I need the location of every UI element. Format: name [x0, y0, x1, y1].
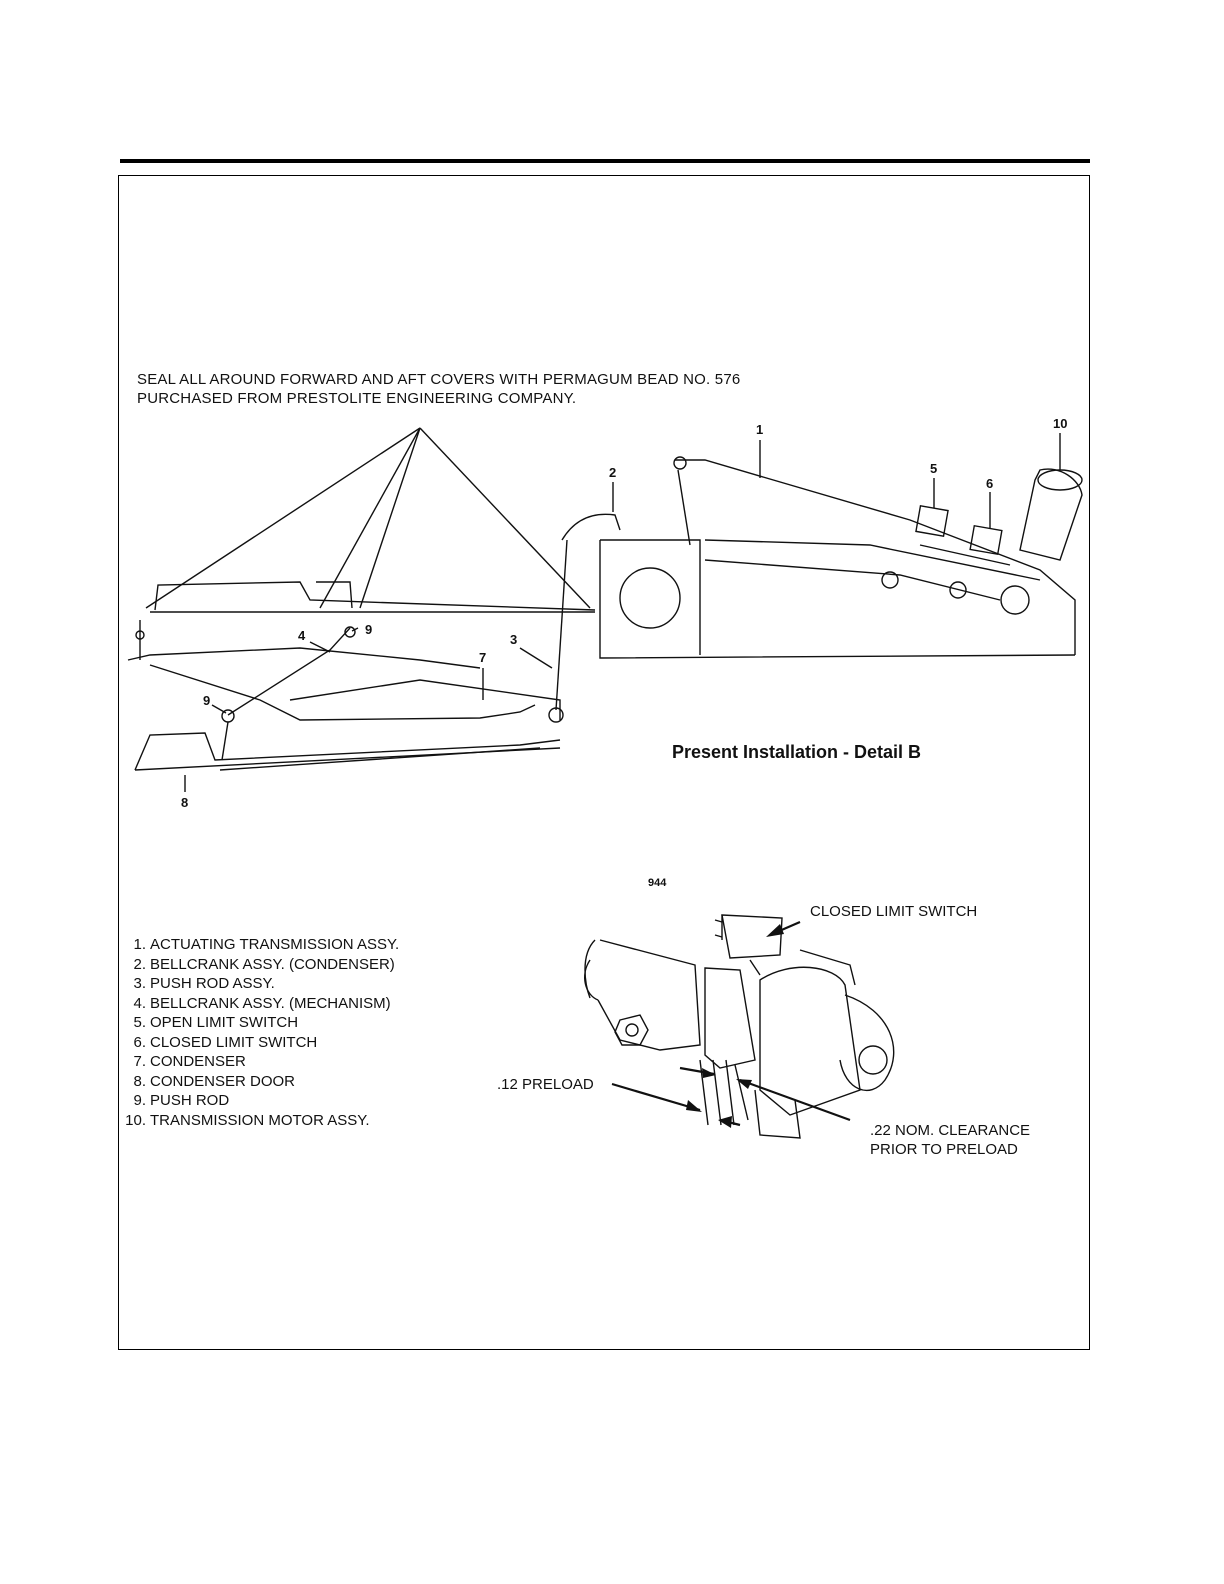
- condenser-door: [135, 733, 560, 770]
- linkage: [222, 514, 620, 760]
- callout-2: 2: [609, 465, 617, 480]
- callout-10: 10: [1053, 416, 1068, 431]
- parts-legend: [112, 935, 399, 1130]
- seal-note-line1: SEAL ALL AROUND FORWARD AND AFT COVERS WITH PERMAGUM BEAD NO. 576: [137, 371, 741, 388]
- legend-item: 3. PUSH ROD ASSY.: [133, 975, 275, 992]
- clearance-label-line1: .22 NOM. CLEARANCE: [870, 1122, 1031, 1139]
- figure-caption: Present Installation - Detail B: [672, 742, 922, 762]
- callout-7: 7: [479, 650, 487, 665]
- callout-6: 6: [986, 476, 994, 491]
- legend-item: 9. PUSH ROD: [133, 1092, 230, 1109]
- preload-label: .12 PRELOAD: [497, 1076, 594, 1093]
- detail-drawing: [585, 915, 894, 1138]
- clearance-label-line2: PRIOR TO PRELOAD: [870, 1141, 1018, 1158]
- legend-item: 4. BELLCRANK ASSY. (MECHANISM): [133, 994, 391, 1012]
- callout-4: 4: [298, 628, 306, 643]
- figure-number: 944: [648, 877, 667, 889]
- callout-5: 5: [930, 461, 938, 476]
- legend-item: 1. ACTUATING TRANSMISSION ASSY.: [133, 936, 400, 953]
- seal-leader-lines: [146, 428, 590, 608]
- legend-item: 5. OPEN LIMIT SWITCH: [133, 1014, 299, 1031]
- callout-9-lower: 9: [203, 693, 211, 708]
- legend-item: 6. CLOSED LIMIT SWITCH: [133, 1033, 318, 1051]
- seal-note-line2: PURCHASED FROM PRESTOLITE ENGINEERING COMPANY.: [137, 390, 577, 407]
- legend-item: 2. BELLCRANK ASSY. (CONDENSER): [133, 955, 395, 973]
- callout-3: 3: [510, 632, 518, 647]
- callout-1: 1: [756, 422, 764, 437]
- legend-item: 8. CONDENSER DOOR: [133, 1072, 296, 1090]
- callout-8: 8: [181, 795, 189, 810]
- legend-item: 10. TRANSMISSION MOTOR ASSY.: [125, 1111, 370, 1129]
- callout-9-upper: 9: [365, 622, 373, 637]
- closed-limit-switch-label: CLOSED LIMIT SWITCH: [810, 903, 978, 920]
- transmission-assembly: [600, 457, 1082, 658]
- legend-item: 7. CONDENSER: [133, 1053, 246, 1070]
